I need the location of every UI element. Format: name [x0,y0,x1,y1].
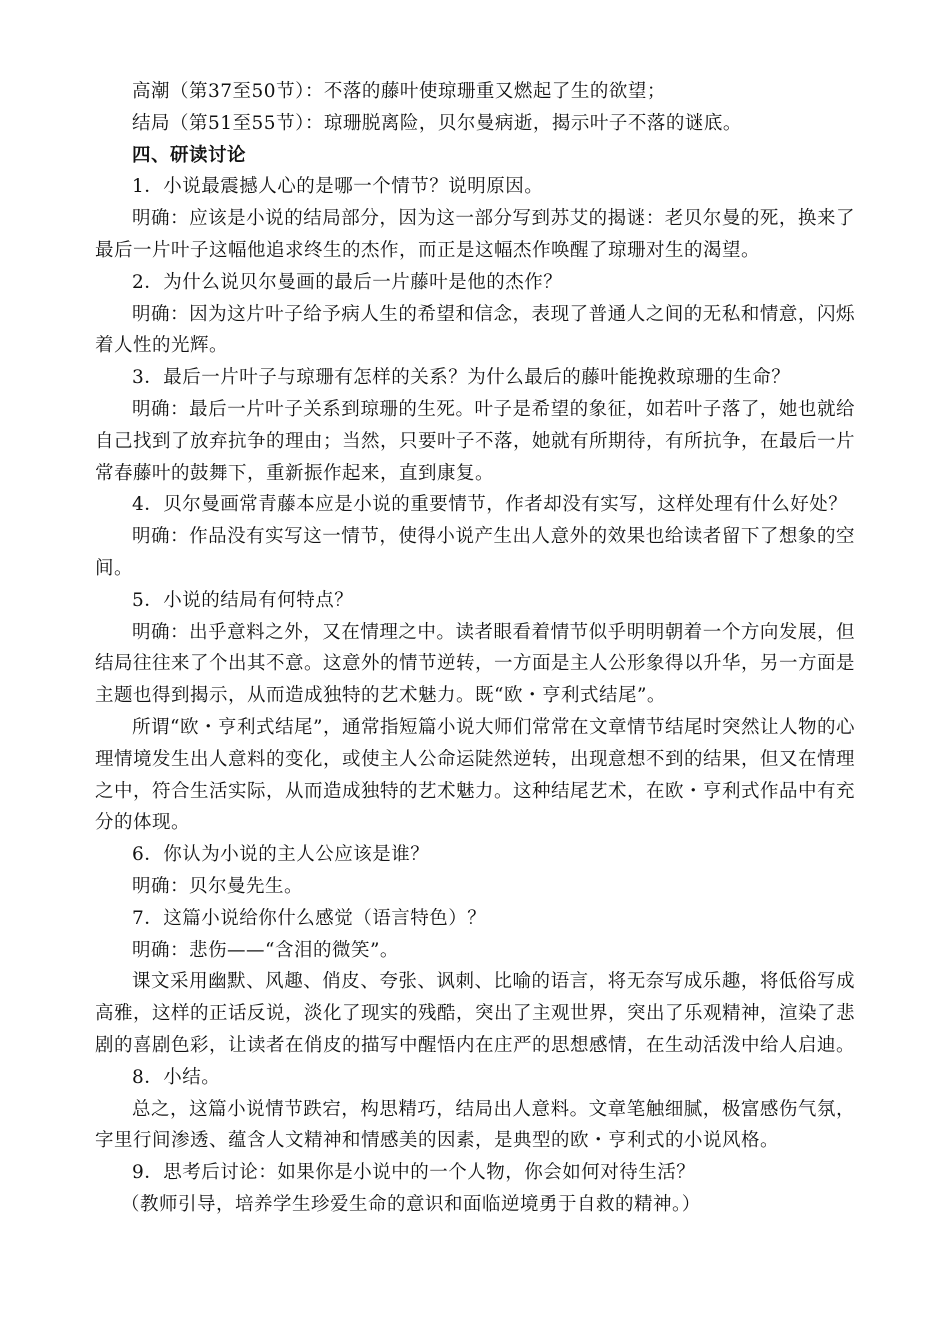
paragraph: 结局（第51至55节）：琼珊脱离险，贝尔曼病逝，揭示叶子不落的谜底。 [132,112,742,134]
question: 3．最后一片叶子与琼珊有怎样的关系？为什么最后的藤叶能挽救琼珊的生命？ [132,367,791,389]
answer: 明确：作品没有实写这一情节，使得小说产生出人意外的效果也给读者留下了想象的空间。 [95,526,855,579]
section-heading: 四、研读讨论 [132,144,247,166]
question: 8．小结。 [132,1066,221,1088]
question: 1．小说最震撼人心的是哪一个情节？说明原因。 [132,176,544,198]
document-body [95,76,855,1221]
paragraph: 所谓“欧・亨利式结尾”，通常指短篇小说大师们常常在文章情节结尾时突然让人物的心理情境发生出人意料的变化，或使主人公命运陡然逆转，出现意想不到的结果，但又在情理之中，符合生活实际，从而造成独特的艺术魅力。这种结尾艺术，在欧・亨利式作品中有充分的体现。 [95,716,856,834]
paragraph: 课文采用幽默、风趣、俏皮、夸张、讽刺、比喻的语言，将无奈写成乐趣，将低俗写成高雅，这样的正话反说，淡化了现实的残酷，突出了主观世界，突出了乐观精神，渲染了悲剧的喜剧色彩，让读者在俏皮的描写中醒悟内在庄严的思想感情，在生动活泼中给人启迪。 [95,971,856,1056]
question: 4．贝尔曼画常青藤本应是小说的重要情节，作者却没有实写，这样处理有什么好处？ [132,494,848,516]
question: 6．你认为小说的主人公应该是谁？ [132,844,430,866]
question: 2．为什么说贝尔曼画的最后一片藤叶是他的杰作？ [132,271,563,293]
question: 7．这篇小说给你什么感觉（语言特色）？ [132,907,487,929]
teacher-note: （教师引导，培养学生珍爱生命的意识和面临逆境勇于自救的精神。） [121,1193,701,1215]
paragraph: 高潮（第37至50节）：不落的藤叶使琼珊重又燃起了生的欲望； [132,81,666,102]
question: 5．小说的结局有何特点？ [132,589,354,611]
answer: 明确：因为这片叶子给予病人生的希望和信念，表现了普通人之间的无私和情意，闪烁着人性的光辉。 [95,303,855,357]
answer: 明确：悲伤——“含泪的微笑”。 [132,939,399,961]
paragraph: 总之，这篇小说情节跌宕，构思精巧，结局出人意料。文章笔触细腻，极富感伤气氛，字里行间渗透、蕴含人文精神和情感美的因素，是典型的欧・亨利式的小说风格。 [95,1098,855,1152]
answer: 明确：出乎意料之外，又在情理之中。读者眼看着情节似乎明明朝着一个方向发展，但结局往往来了个出其不意。这意外的情节逆转，一方面是主人公形象得以升华，另一方面是主题也得到揭示，从而造成独特的艺术魅力。既“欧・亨利式结尾”。 [95,621,856,707]
answer: 明确：最后一片叶子关系到琼珊的生死。叶子是希望的象征，如若叶子落了，她也就给自己找到了放弃抗争的理由；当然，只要叶子不落，她就有所期待，有所抗争，在最后一片常春藤叶的鼓舞下，重新振作起来，直到康复。 [95,398,856,484]
question: 9．思考后讨论：如果你是小说中的一个人物，你会如何对待生活？ [132,1162,696,1184]
answer: 明确：应该是小说的结局部分，因为这一部分写到苏艾的揭谜：老贝尔曼的死，换来了最后一片叶子这幅他追求终生的杰作，而正是这幅杰作唤醒了琼珊对生的渴望。 [95,208,855,261]
answer: 明确：贝尔曼先生。 [132,875,304,897]
